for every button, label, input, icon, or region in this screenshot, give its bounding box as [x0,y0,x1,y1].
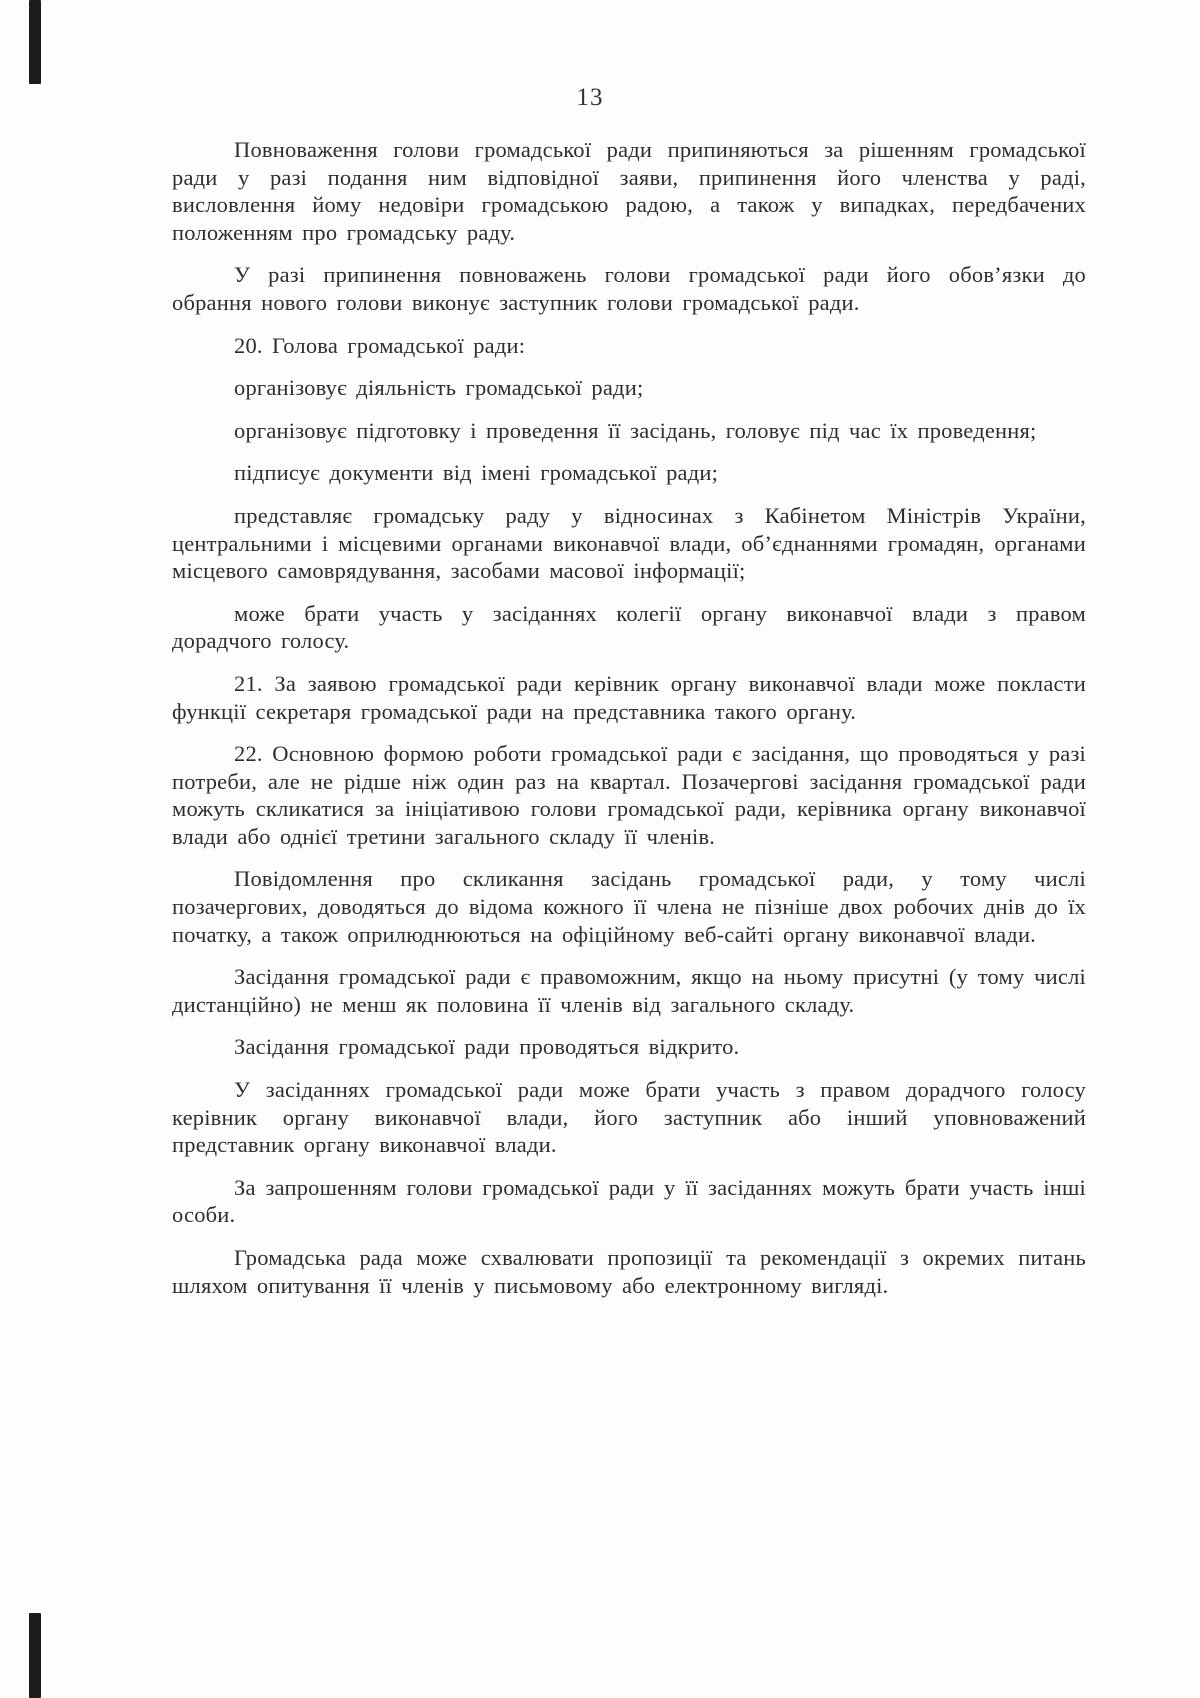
document-body [172,136,1086,1314]
paragraph: За запрошенням голови громадської ради у її засіданнях можуть брати участь інші особи. [172,1174,1086,1228]
paragraph: Повноваження голови громадської ради припиняються за рішенням громадської ради у разі подання ним відповідної заяви, припинення його членства у раді, висловлення йому недовіри громадською радою, а також у випадках, передбачених положенням про громадську раду. [172,137,1086,245]
page-number: 13 [576,84,604,111]
paragraph: У разі припинення повноважень голови громадської ради його обов’язки до обрання нового голови виконує заступник голови громадської ради. [172,262,1086,315]
paragraph: представляє громадську раду у відносинах з Кабінетом Міністрів України, центральними і місцевими органами виконавчої влади, об’єднаннями громадян, органами місцевого самоврядування, засобами масової інформації; [172,502,1086,584]
scan-artifact-top-left [29,0,41,84]
paragraph: 21. За заявою громадської ради керівник органу виконавчої влади може покласти функції секретаря громадської ради на представника такого органу. [172,670,1086,724]
paragraph: 22. Основною формою роботи громадської ради є засідання, що проводяться у разі потреби, але не рідше ніж один раз на квартал. Позачергові засідання громадської ради можуть скликатися за ініціативою голови громадської ради, керівника органу виконавчої влади або однієї третини загального складу її членів. [172,741,1086,849]
paragraph: підписує документи від імені громадської ради; [234,460,719,486]
paragraph: Повідомлення про скликання засідань громадської ради, у тому числі позачергових, доводяться до відома кожного її члена не пізніше двох робочих днів до їх початку, а також оприлюднюються на офіційному веб-сайті органу виконавчої влади. [172,866,1086,947]
paragraph: може брати участь у засіданнях колегії органу виконавчої влади з правом дорадчого голосу. [172,600,1086,654]
paragraph: Засідання громадської ради є правоможним, якщо на ньому присутні (у тому числі дистанційно) не менш як половина її членів від загального складу. [172,964,1086,1017]
paragraph: Громадська рада може схвалювати пропозиції та рекомендації з окремих питань шляхом опитування її членів у письмовому або електронному вигляді. [172,1245,1086,1298]
paragraph: Засідання громадської ради проводяться відкрито. [234,1034,740,1060]
paragraph: 20. Голова громадської ради: [234,332,526,358]
paragraph: організовує підготовку і проведення її засідань, головує під час їх проведення; [234,417,1037,443]
paragraph: У засіданнях громадської ради може брати участь з правом дорадчого голосу керівник органу виконавчої влади, його заступник або інший уповноважений представник органу виконавчої влади. [172,1077,1086,1158]
paragraph: організовує діяльність громадської ради; [234,375,644,401]
scan-artifact-bottom-left [29,1613,41,1698]
